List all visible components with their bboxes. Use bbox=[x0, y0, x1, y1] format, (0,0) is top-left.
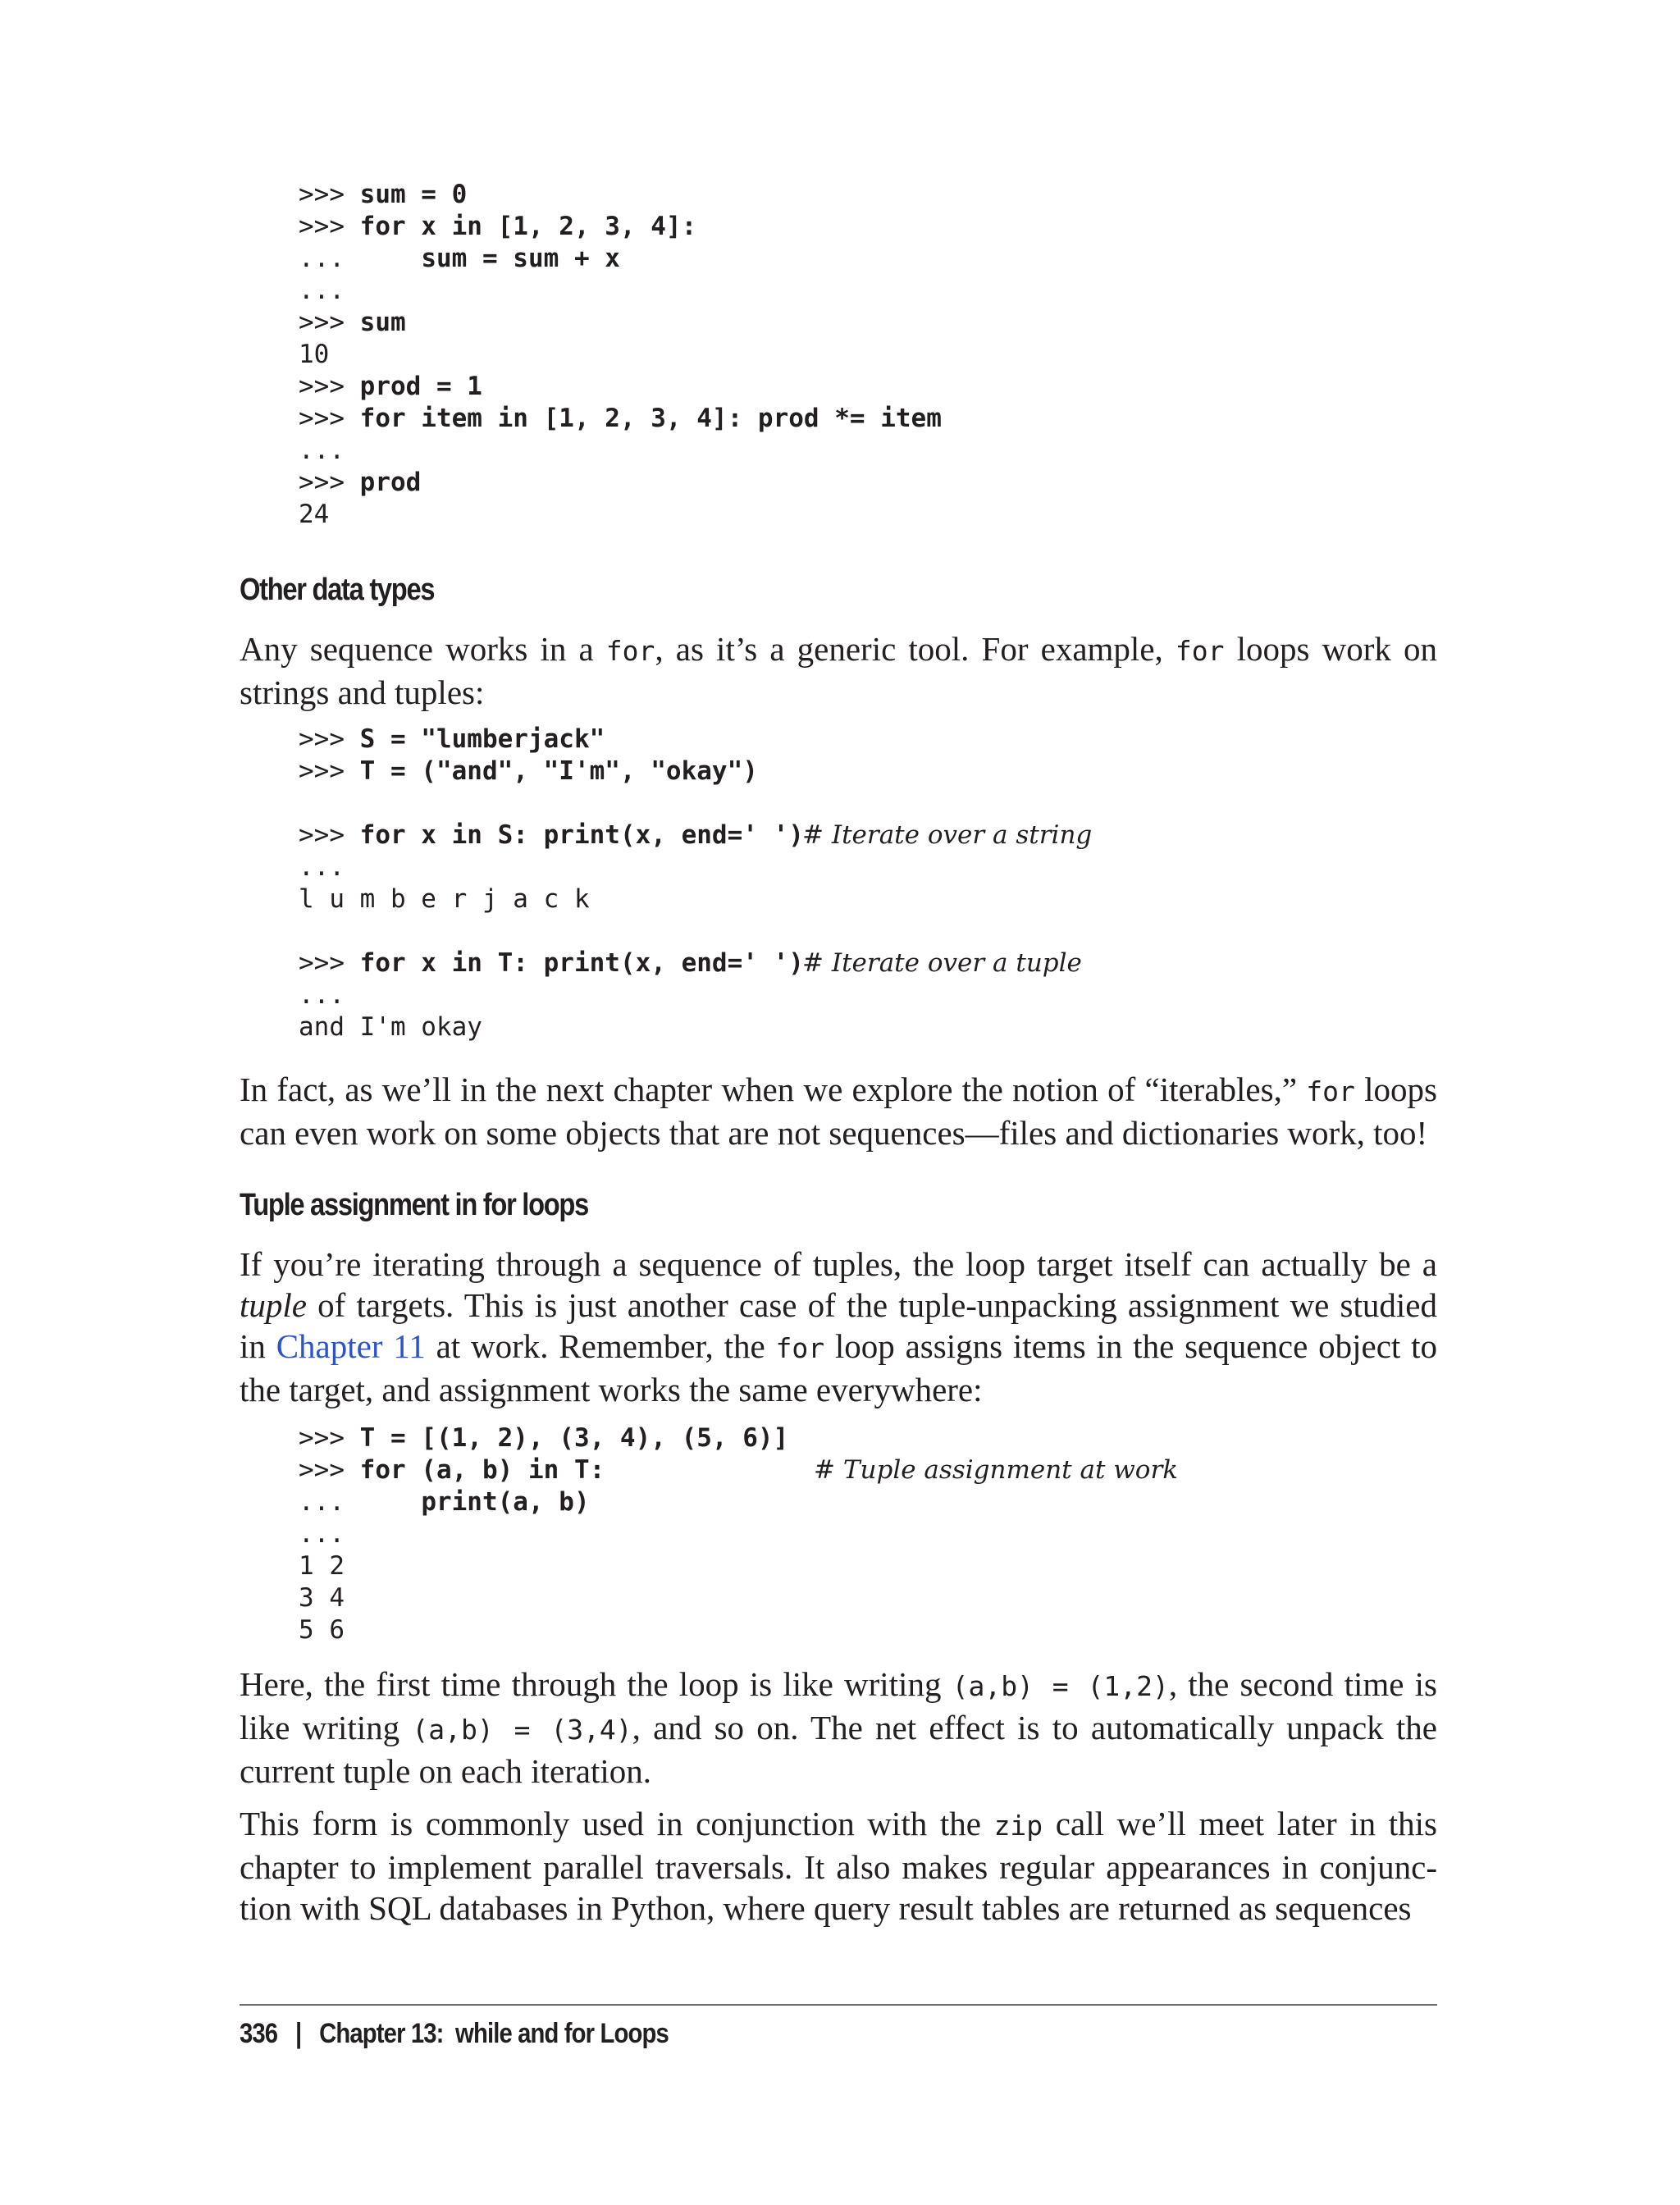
code-line: ... bbox=[299, 1519, 345, 1549]
code-line: >>> T = ("and", "I'm", "okay") bbox=[299, 756, 758, 786]
code-line: >>> T = [(1, 2), (3, 4), (5, 6)] bbox=[299, 1423, 789, 1453]
code-line: ... bbox=[299, 980, 345, 1010]
footer-chapter-title: Chapter 13: while and for Loops bbox=[319, 2018, 669, 2049]
code-line: >>> for x in T: print(x, end=' ') # Iterate over a tuple bbox=[299, 948, 1082, 978]
code-line: ... bbox=[299, 276, 345, 305]
code-output: 3 4 bbox=[299, 1583, 345, 1613]
page-footer bbox=[240, 2018, 669, 2050]
code-block-tuple-assignment bbox=[299, 1422, 1179, 1646]
code-line: >>> for (a, b) in T: # Tuple assignment at work bbox=[299, 1455, 1179, 1485]
code-comment: # Iterate over a tuple bbox=[802, 948, 1082, 978]
inline-code: for bbox=[775, 1332, 825, 1364]
code-output: l u m b e r j a c k bbox=[299, 884, 590, 914]
code-output: 1 2 bbox=[299, 1551, 345, 1581]
paragraph-any-sequence: Any sequence works in a for, as it’s a generic tool. For example, for loops work on strings and tuples: bbox=[240, 630, 1438, 711]
code-blank-line bbox=[299, 915, 804, 947]
footer-rule bbox=[240, 2004, 1437, 2006]
code-blank-line bbox=[299, 788, 804, 819]
paragraph-zip-sql: This form is commonly used in conjunction with the zip call we’ll meet later in this chapter to implement parallel traversals. It also makes regular appearances in conjunction with SQL databases in Python, where query result tables are returned as sequences bbox=[240, 1805, 1437, 1927]
code-line: >>> sum = 0 bbox=[299, 180, 468, 209]
paragraph-first-time-through: Here, the first time through the loop is like writing (a,b) = (1,2), the second time is like writing (a,b) = (3,4), and so on. The net effect is to automatically unpack the current tuple on each iteration. bbox=[240, 1665, 1437, 1790]
code-output: and I'm okay bbox=[299, 1012, 482, 1042]
code-line: >>> prod bbox=[299, 468, 422, 497]
inline-code: (a,b) = (3,4) bbox=[412, 1714, 632, 1746]
code-line: ... bbox=[299, 852, 345, 882]
code-output: 10 bbox=[299, 340, 330, 369]
paragraph-tuple-targets: If you’re iterating through a sequence of tuples, the loop target itself can actually be a tuple of targets. This is just another case of the tuple-unpacking assignment we studied in Chapter 11 at work. Remember, the for loop assigns items in the sequence object to the target, and assignment works the same everywhere: bbox=[240, 1245, 1437, 1408]
inline-code: for bbox=[1175, 635, 1225, 667]
code-line: ... sum = sum + x bbox=[299, 244, 620, 273]
code-line: ... print(a, b) bbox=[299, 1487, 590, 1517]
page-number: 336 bbox=[240, 2018, 278, 2049]
code-line: >>> for x in [1, 2, 3, 4]: bbox=[299, 212, 697, 241]
code-line: >>> prod = 1 bbox=[299, 372, 482, 401]
section-heading-tuple-assignment: Tuple assignment in for loops bbox=[240, 1188, 588, 1222]
code-output: 24 bbox=[299, 500, 330, 529]
code-line: ... bbox=[299, 436, 345, 465]
inline-code: for bbox=[605, 635, 655, 667]
code-line: >>> for x in S: print(x, end=' ') # Iterate over a string bbox=[299, 820, 1093, 850]
code-block-sum-prod bbox=[299, 179, 942, 531]
code-comment: # Tuple assignment at work bbox=[814, 1455, 1179, 1485]
inline-code: (a,b) = (1,2) bbox=[952, 1670, 1169, 1702]
paragraph-iterables: In fact, as we’ll in the next chapter when we explore the notion of “iterables,” for loops can even work on some objects that are not sequences—files and dictionaries work, too! bbox=[240, 1071, 1437, 1152]
section-heading-other-data-types: Other data types bbox=[240, 573, 435, 607]
footer-separator: | bbox=[295, 2018, 302, 2049]
inline-code: zip bbox=[993, 1810, 1043, 1842]
code-line: >>> for item in [1, 2, 3, 4]: prod *= item bbox=[299, 404, 942, 433]
code-line: >>> S = "lumberjack" bbox=[299, 724, 605, 754]
code-line: >>> sum bbox=[299, 308, 406, 337]
chapter-11-link[interactable]: Chapter 11 bbox=[276, 1327, 426, 1365]
code-output: 5 6 bbox=[299, 1615, 345, 1645]
code-comment: # Iterate over a string bbox=[802, 820, 1093, 850]
inline-code: for bbox=[1306, 1075, 1355, 1107]
code-block-strings-tuples bbox=[299, 724, 1093, 1043]
